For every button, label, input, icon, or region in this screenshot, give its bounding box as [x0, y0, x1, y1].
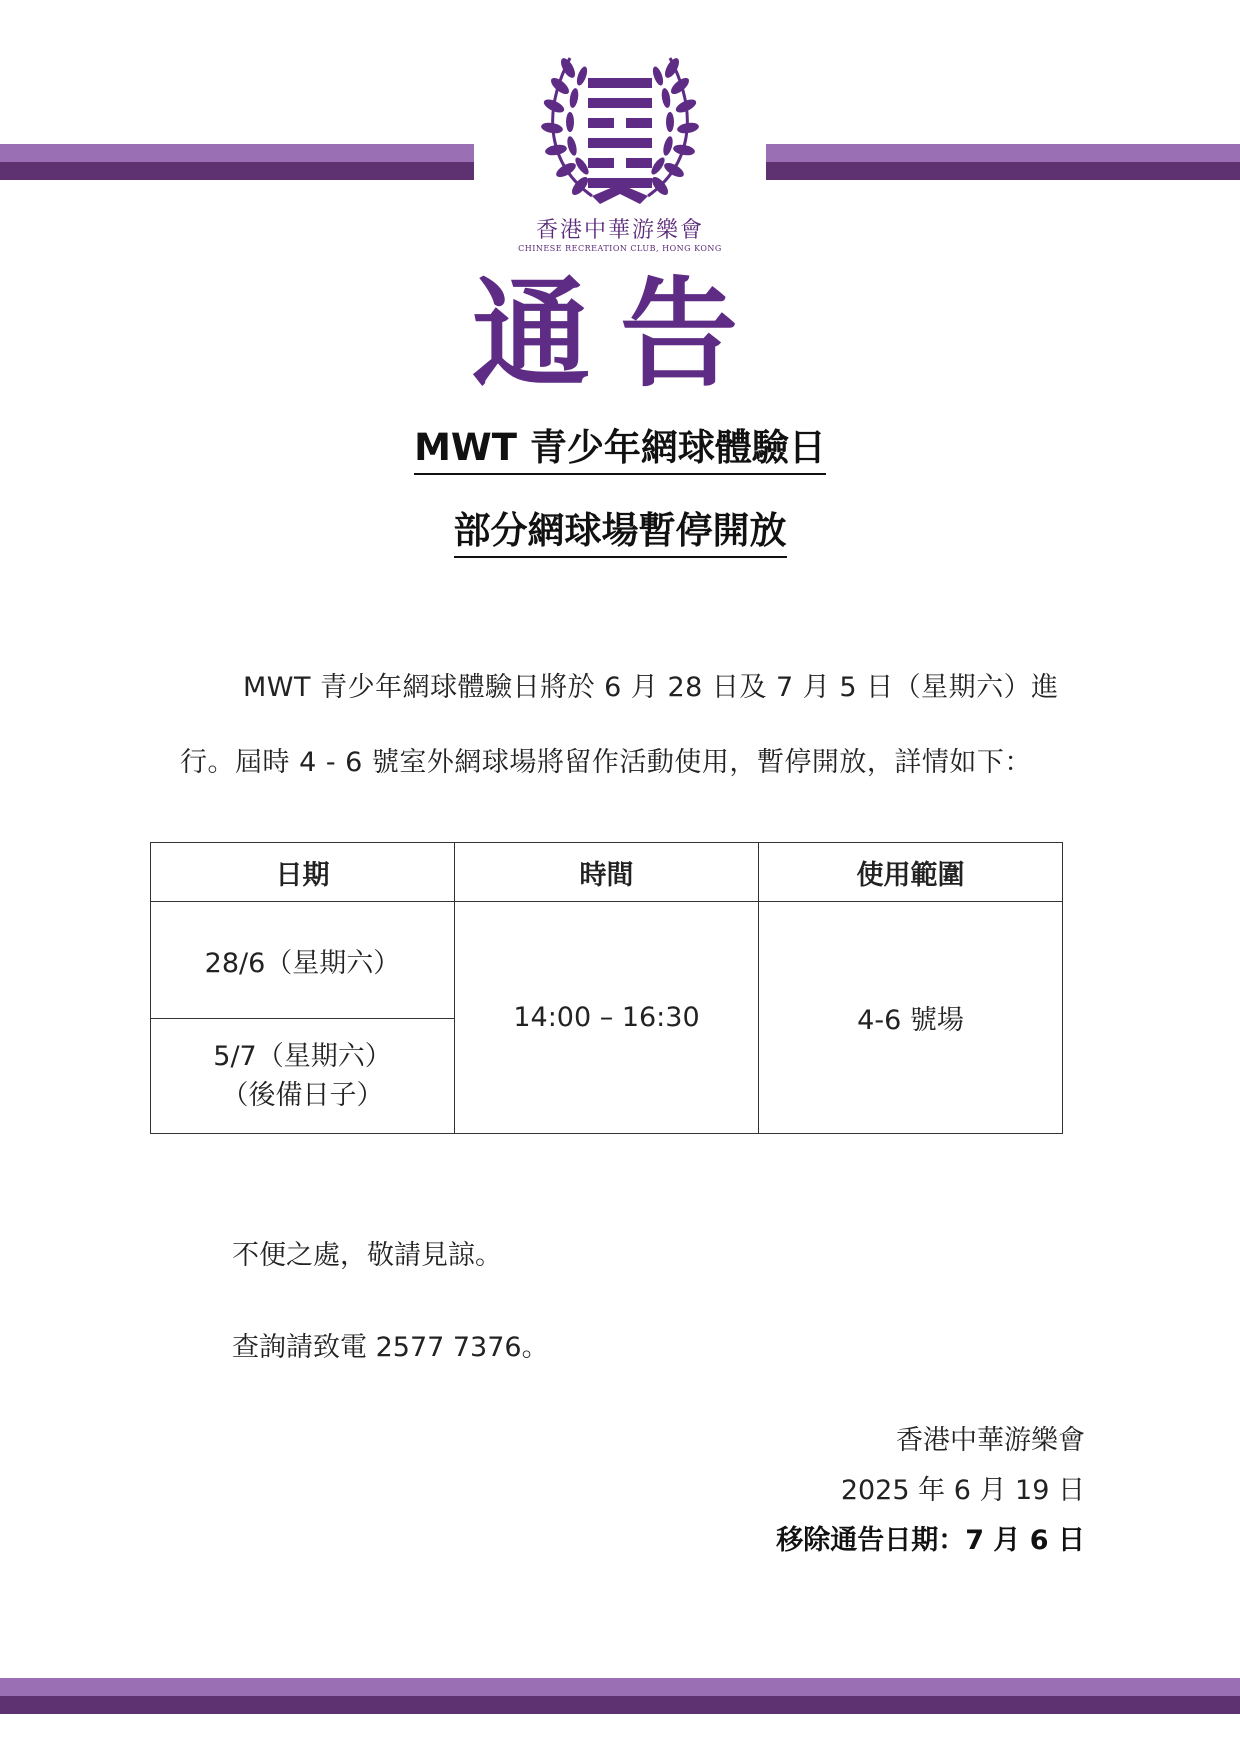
decorative-band-right: [766, 144, 1240, 180]
enquiry-text: 查詢請致電 2577 7376。: [232, 1332, 549, 1363]
table-header-row: [151, 843, 1063, 902]
signature-date: 2025 年 6 月 19 日: [840, 1475, 1085, 1506]
removal-date: 移除通告日期：7 月 6 日: [776, 1525, 1085, 1556]
column-header-date: 日期: [151, 843, 455, 902]
closure-heading: [0, 511, 1240, 558]
decorative-band-left: [0, 144, 474, 180]
apology-text: 不便之處，敬請見諒。: [232, 1240, 502, 1271]
event-heading: [0, 428, 1240, 475]
club-name-chinese: 香港中華游樂會: [535, 218, 704, 243]
event-heading-text: MWT 青少年網球體驗日: [414, 428, 826, 475]
date-cell-2-line-1: 5/7（星期六）: [213, 1040, 392, 1072]
signature-club: 香港中華游樂會: [896, 1425, 1085, 1456]
date-cell-2-line-2: （後備日子）: [221, 1080, 384, 1111]
laurel-wreath-emblem-icon: [530, 46, 710, 211]
decorative-band-bottom: [0, 1678, 1240, 1714]
closure-heading-text: 部分網球場暫停開放: [454, 511, 787, 558]
body-paragraph-line-1: MWT 青少年網球體驗日將於 6 月 28 日及 7 月 5 日（星期六）進: [243, 672, 1059, 703]
table-row: [151, 902, 1063, 1019]
date-cell-2: [151, 1019, 455, 1134]
time-cell: 14:00 – 16:30: [455, 902, 759, 1134]
closure-schedule-table: [150, 842, 1063, 1134]
body-paragraph-line-2: 行。屆時 4 - 6 號室外網球場將留作活動使用，暫停開放，詳情如下：: [180, 747, 1032, 778]
notice-title: 通告: [471, 265, 768, 403]
date-cell-1: 28/6（星期六）: [151, 902, 455, 1019]
club-name-english: CHINESE RECREATION CLUB, HONG KONG: [518, 244, 722, 253]
column-header-scope: 使用範圍: [759, 843, 1063, 902]
column-header-time: 時間: [455, 843, 759, 902]
scope-cell: 4-6 號場: [759, 902, 1063, 1134]
